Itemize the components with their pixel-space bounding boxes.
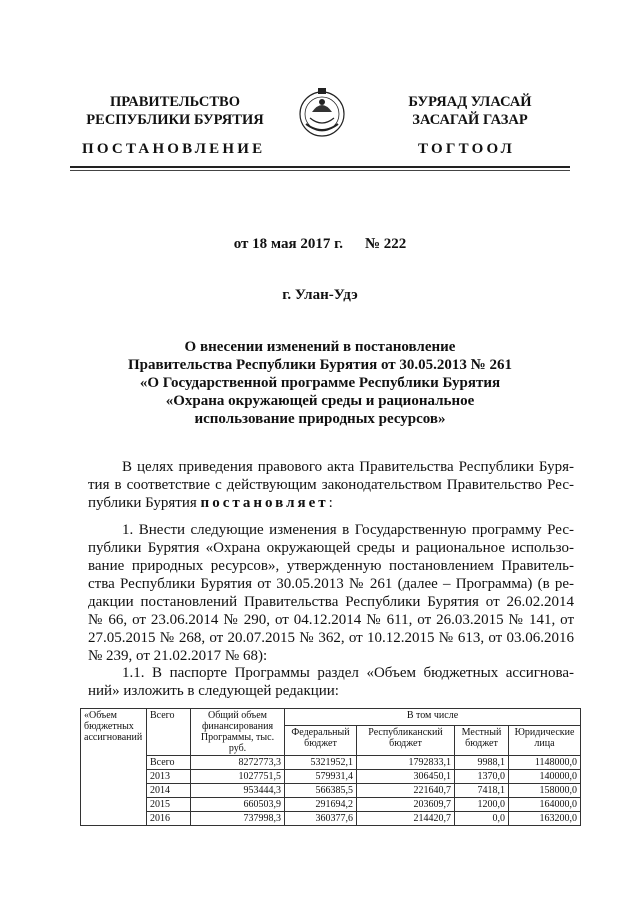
text-line: 1. Внести следующие изменения в Государственную программу Рес- xyxy=(122,522,574,538)
header-right-line1: БУРЯАД УЛАСАЙ xyxy=(408,94,532,110)
text-line: № 66, от 23.06.2014 № 290, от 04.12.2014 № 611, от 26.03.2015 № 141, от xyxy=(88,612,574,628)
table-cell: 163200,0 xyxy=(509,812,581,826)
table-header-cell: Республиканский бюджет xyxy=(357,725,455,755)
table-cell: 737998,3 xyxy=(191,812,285,826)
table-cell: 1370,0 xyxy=(455,770,509,784)
table-cell: 5321952,1 xyxy=(285,756,357,770)
decree-label-bua: ТОГТООЛ xyxy=(418,141,515,157)
item-1-1-paragraph xyxy=(88,664,574,700)
table-cell: 214420,7 xyxy=(357,812,455,826)
table-cell: 660503,9 xyxy=(191,798,285,812)
table-header-cell: Федеральный бюджет xyxy=(285,725,357,755)
table-cell: 221640,7 xyxy=(357,784,455,798)
city: г. Улан-Удэ xyxy=(282,287,358,303)
document-number: № 222 xyxy=(364,236,407,252)
table-cell: 158000,0 xyxy=(509,784,581,798)
header-divider xyxy=(70,166,570,168)
table-cell: 579931,4 xyxy=(285,770,357,784)
budget-table xyxy=(80,708,581,826)
table-row xyxy=(81,784,581,798)
table-header-cell: В том числе xyxy=(285,709,581,726)
coat-of-arms-icon xyxy=(294,84,350,140)
title-line: использование природных ресурсов» xyxy=(194,411,446,427)
preamble-paragraph xyxy=(88,458,574,512)
text-line: № 239, от 21.02.2017 № 68): xyxy=(88,648,268,664)
table-header-cell: «Объем бюджетных ассигнований xyxy=(81,709,147,826)
preamble-end: : xyxy=(328,495,333,511)
text-line: дакции постановлений Правительства Республики Бурятия от 26.02.2014 xyxy=(88,594,574,610)
document-title xyxy=(120,338,520,428)
text-line: 27.05.2015 № 268, от 20.07.2015 № 362, от 10.12.2015 № 613, от 03.06.2016 xyxy=(88,630,574,646)
table-cell: 953444,3 xyxy=(191,784,285,798)
header-right-line2: ЗАСАГАЙ ГАЗАР xyxy=(412,112,528,128)
item-1-paragraph xyxy=(88,521,574,665)
table-header-row xyxy=(81,709,581,726)
title-line: «Охрана окружающей среды и рациональное xyxy=(165,393,475,409)
table-cell: 1792833,1 xyxy=(357,756,455,770)
table-row xyxy=(81,812,581,826)
table-cell: 0,0 xyxy=(455,812,509,826)
header-divider-thin xyxy=(70,170,570,171)
header-right xyxy=(380,93,560,129)
table-cell: 291694,2 xyxy=(285,798,357,812)
title-line: О внесении изменений в постановление xyxy=(184,339,456,355)
table-cell: 360377,6 xyxy=(285,812,357,826)
table-cell: 164000,0 xyxy=(509,798,581,812)
header-left-line2: РЕСПУБЛИКИ БУРЯТИЯ xyxy=(86,112,264,128)
title-line: «О Государственной программе Республики Бурятия xyxy=(139,375,501,391)
table-header-cell: Юридические лица xyxy=(509,725,581,755)
header-left xyxy=(80,93,270,129)
text-line: вание природных ресурсов», утвержденную постановлением Правитель- xyxy=(88,558,574,574)
table-cell: 566385,5 xyxy=(285,784,357,798)
table-cell: 2014 xyxy=(147,784,191,798)
table-cell: 9988,1 xyxy=(455,756,509,770)
table-row xyxy=(81,756,581,770)
table-cell: 140000,0 xyxy=(509,770,581,784)
table-cell: 203609,7 xyxy=(357,798,455,812)
text-line: публики Бурятия «Охрана окружающей среды и рациональное использо- xyxy=(88,540,574,556)
table-cell: 1148000,0 xyxy=(509,756,581,770)
table-cell: 306450,1 xyxy=(357,770,455,784)
table-row xyxy=(81,770,581,784)
table-header-cell: Всего xyxy=(147,709,191,756)
header-left-line1: ПРАВИТЕЛЬСТВО xyxy=(110,94,240,110)
table-cell: 2015 xyxy=(147,798,191,812)
table-cell: 8272773,3 xyxy=(191,756,285,770)
table-cell: 2013 xyxy=(147,770,191,784)
table-header-cell: Общий объем финансирования Программы, тыс. руб. xyxy=(191,709,285,756)
decree-label-ru: ПОСТАНОВЛЕНИЕ xyxy=(82,141,266,157)
text-line: тия в соответствие с действующим законодательством Правительство Рес- xyxy=(88,477,574,493)
table-row xyxy=(81,798,581,812)
text-line: ний» изложить в следующей редакции: xyxy=(88,683,339,699)
text-line: В целях приведения правового акта Правительства Республики Буря- xyxy=(122,459,574,475)
table-header-cell: Местный бюджет xyxy=(455,725,509,755)
table-cell: Всего xyxy=(147,756,191,770)
text-line xyxy=(88,494,574,512)
date-line xyxy=(0,236,640,253)
table-cell: 7418,1 xyxy=(455,784,509,798)
table-cell: 1027751,5 xyxy=(191,770,285,784)
preamble-start: публики Бурятия xyxy=(88,495,201,511)
document-date: от 18 мая 2017 г. xyxy=(233,236,343,252)
table-cell: 1200,0 xyxy=(455,798,509,812)
text-line: 1.1. В паспорте Программы раздел «Объем бюджетных ассигнова- xyxy=(122,665,574,681)
title-line: Правительства Республики Бурятия от 30.05.2013 № 261 xyxy=(127,357,512,373)
table-cell: 2016 xyxy=(147,812,191,826)
resolves-word: постановляет xyxy=(200,495,329,511)
text-line: ства Республики Бурятия от 30.05.2013 № 261 (далее – Программа) (в ре- xyxy=(88,576,574,592)
